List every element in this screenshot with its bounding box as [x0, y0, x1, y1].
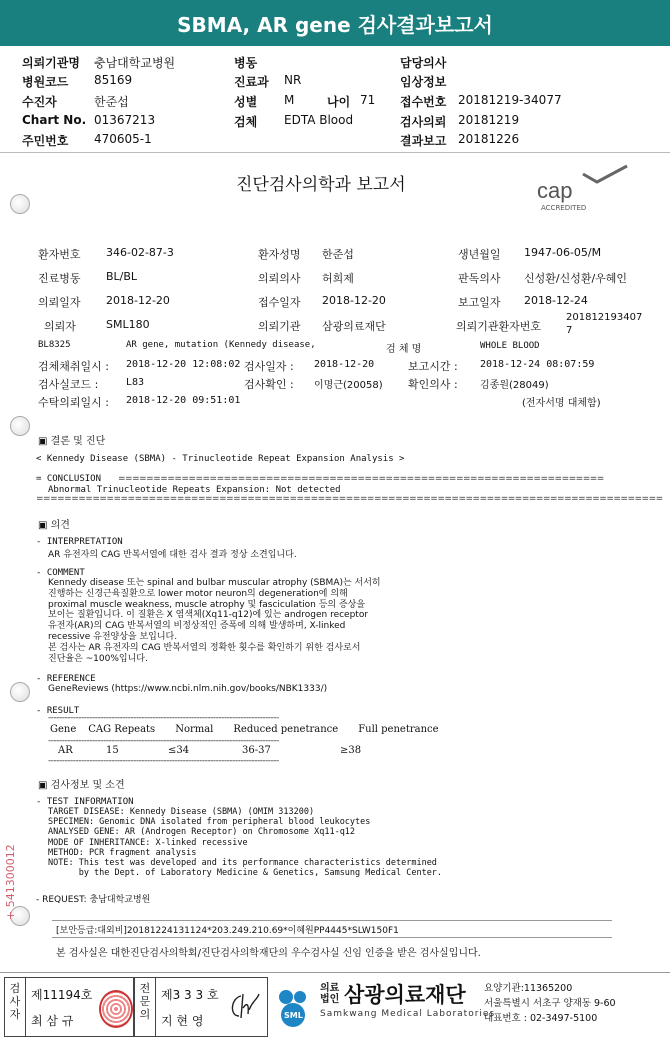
- result-table: [44, 724, 445, 735]
- result-cag: 15: [106, 745, 119, 756]
- contact-line: 대표번호 : 02-3497-5100: [484, 1013, 598, 1024]
- label: 의뢰의사: [258, 272, 301, 285]
- label: 접수번호: [400, 95, 447, 109]
- label: 접수일자: [258, 296, 301, 309]
- label: 의뢰기관: [258, 320, 301, 333]
- value: 2018-12-20: [106, 294, 170, 307]
- comment-line: 유전자(AR)의 CAG 반복서열의 비정상적인 증폭에 의해 발생하며, X-linked: [48, 621, 346, 632]
- specimen-value: WHOLE BLOOD: [480, 341, 540, 351]
- interp-head: - INTERPRETATION: [36, 537, 123, 547]
- value: 2018-12-20 12:08:02: [126, 359, 241, 370]
- comment-line: Kennedy disease 또는 spinal and bulbar muscular atrophy (SBMA)는 서서히: [48, 578, 381, 588]
- value: 7: [566, 325, 573, 336]
- divider: =====================================================================: [118, 474, 604, 484]
- label: 의뢰자: [44, 320, 76, 333]
- result-full: ≥38: [340, 745, 362, 756]
- contact-line: 서울특별시 서초구 양재동 9-60: [484, 998, 616, 1009]
- comment-head: - COMMENT: [36, 568, 85, 578]
- label-char: 전: [139, 982, 151, 995]
- testinfo-line: by the Dept. of Laboratory Medicine & Genetics, Samsung Medical Center.: [48, 868, 443, 879]
- conclusion-text: Abnormal Trinucleotide Repeats Expansion: Not detected: [48, 485, 341, 495]
- label-char: 자: [9, 1008, 21, 1021]
- value: 201812193407: [566, 312, 643, 323]
- testinfo-line: MODE OF INHERITANCE: X-linked recessive: [48, 837, 248, 848]
- value: L83: [126, 377, 145, 388]
- divider: ------------------------------------------------------------------------------------: [48, 756, 279, 766]
- org-prefix-line: 의료: [320, 983, 340, 994]
- label-char: 검: [9, 982, 21, 995]
- label: 병원코드: [22, 75, 69, 89]
- value: 85169: [94, 73, 133, 87]
- analysis-title: < Kennedy Disease (SBMA) - Trinucleotide Repeat Expansion Analysis >: [36, 454, 405, 464]
- section-conclusion-heading: ▣ 결론 및 진단: [38, 436, 106, 447]
- label: 검사확인 :: [244, 378, 294, 391]
- column-header: CAG Repeats: [88, 724, 156, 735]
- test-code: BL8325: [38, 340, 71, 350]
- label: 검사실코드 :: [38, 378, 99, 391]
- inspector-label: [7, 982, 23, 1021]
- value: 삼광의료재단: [322, 320, 386, 333]
- punch-hole-icon: [10, 416, 30, 436]
- divider: ------------------------------------------------------------------------------------: [48, 713, 279, 723]
- value: SML180: [106, 318, 150, 331]
- value: 한준섭: [322, 248, 354, 261]
- label: 나이: [327, 95, 351, 109]
- value: NR: [284, 73, 302, 87]
- comment-line: proximal muscle weakness, muscle atrophy 및 fasciculation 등의 증상을: [48, 599, 366, 610]
- org-name: 삼광의료재단: [344, 983, 466, 1007]
- punch-hole-icon: [10, 682, 30, 702]
- label-char: 사: [9, 995, 21, 1008]
- label: 진료병동: [38, 272, 81, 285]
- testinfo-line: SPECIMEN: Genomic DNA isolated from peripheral blood leukocytes: [48, 817, 371, 828]
- divider: [52, 937, 612, 938]
- label: 의뢰기관명: [22, 56, 80, 70]
- sml-text: SML: [284, 1011, 303, 1020]
- value: 2018-12-20: [322, 294, 386, 307]
- label: 결과보고: [400, 134, 447, 148]
- value: 20181219: [458, 113, 520, 127]
- label: 확인의사 :: [408, 378, 458, 391]
- security-line: [보안등급:대외비]20181224131124*203.249.210.69*이혜원PP4445*SLW150F1: [56, 926, 399, 936]
- seal-icon: [99, 990, 133, 1028]
- comment-line: 본 검사는 AR 유전자의 CAG 반복서열의 정확한 횟수를 확인하기 위한 검사로서: [48, 642, 361, 653]
- value: 신성환/신성환/우혜인: [524, 272, 628, 285]
- inspector-name: 최 삼 규: [31, 1014, 74, 1028]
- interp-text: AR 유전자의 CAG 반복서열에 대한 검사 결과 정상 소견입니다.: [48, 550, 297, 560]
- column-header: Full penetrance: [358, 724, 439, 735]
- org-prefix: [320, 983, 339, 1005]
- divider: ------------------------------------------------------------------------------------: [48, 736, 279, 746]
- value: 20181219-34077: [458, 93, 562, 107]
- testinfo-body: [48, 807, 442, 878]
- org-subtitle: Samkwang Medical Laboratories: [320, 1009, 496, 1019]
- label-char: 문: [139, 995, 151, 1008]
- side-number: + 541300012: [4, 844, 17, 920]
- testinfo-line: NOTE: This test was developed and its performance characteristics determined: [48, 858, 437, 869]
- result-normal: ≤34: [168, 745, 190, 756]
- label: 의뢰기관환자번호: [456, 320, 542, 333]
- testinfo-head: - TEST INFORMATION: [36, 797, 134, 807]
- label: 검체: [234, 115, 258, 129]
- result-gene: AR: [58, 745, 73, 756]
- comment-line: 진단율은 ~100%입니다.: [48, 653, 148, 664]
- specialist-box: [134, 977, 268, 1037]
- reference-head: - REFERENCE: [36, 674, 96, 684]
- report-title: 진단검사의학과 보고서: [236, 175, 406, 195]
- report-banner: [0, 0, 670, 46]
- scanned-report: [0, 160, 670, 970]
- value: 2018-12-24: [524, 294, 588, 307]
- value: 01367213: [94, 113, 156, 127]
- inspector-box: [4, 977, 134, 1037]
- contact-line: 요양기관:11365200: [484, 983, 573, 994]
- label: 판독의사: [458, 272, 501, 285]
- value: 346-02-87-3: [106, 246, 174, 259]
- label: 주민번호: [22, 134, 69, 148]
- section-opinion-heading: ▣ 의견: [38, 520, 70, 531]
- footer: [0, 972, 670, 1041]
- divider: [52, 920, 612, 921]
- signature-icon: [227, 990, 261, 1022]
- label: 검체채취일시 :: [38, 360, 109, 373]
- comment-line: 진행하는 신경근육질환으로 lower motor neuron의 degeneration에 의해: [48, 588, 348, 599]
- divider: =========================================================================================: [36, 494, 663, 504]
- label: 성별: [234, 95, 258, 109]
- label: 담당의사: [400, 56, 447, 70]
- divider: [0, 152, 670, 153]
- value: 71: [360, 93, 376, 107]
- column-header: Reduced penetrance: [233, 724, 339, 735]
- column-header: Normal: [175, 724, 214, 735]
- label: 생년월일: [458, 248, 501, 261]
- table-header-row: [44, 724, 445, 735]
- label: 보고시간 :: [408, 360, 458, 373]
- cap-logo: [535, 164, 635, 214]
- label: 검사의뢰: [400, 115, 447, 129]
- label: 의뢰일자: [38, 296, 81, 309]
- column-header: Gene: [50, 724, 77, 735]
- org-prefix-line: 법인: [320, 994, 340, 1005]
- value: 2018-12-24 08:07:59: [480, 359, 595, 370]
- sml-logo: [272, 983, 314, 1029]
- reference-text: GeneReviews (https://www.ncbi.nlm.nih.gov/books/NBK1333/): [48, 684, 328, 694]
- sml-emblem-icon: [272, 983, 314, 1029]
- comment-line: recessive 유전양상을 보입니다.: [48, 631, 178, 642]
- label: Chart No.: [22, 113, 87, 127]
- value: 김종원(28049): [480, 380, 549, 391]
- label: 진료과: [234, 75, 269, 89]
- label: 검사일자 :: [244, 360, 294, 373]
- inspector-license: 제11194호: [31, 988, 93, 1002]
- section-testinfo-heading: ▣ 검사정보 및 소견: [38, 780, 125, 791]
- testinfo-line: METHOD: PCR fragment analysis: [48, 847, 197, 858]
- value: 충남대학교병원: [94, 56, 176, 70]
- label: 수탁의뢰일시 :: [38, 396, 109, 409]
- value: 1947-06-05/M: [524, 246, 602, 259]
- specialist-name: 지 현 영: [161, 1014, 204, 1028]
- testinfo-line: TARGET DISEASE: Kennedy Disease (SBMA) (OMIM 313200): [48, 807, 315, 817]
- comment-line: 보이는 질환입니다. 이 질환은 X 염색체(Xq11-q12)에 있는 androgen receptor: [48, 610, 369, 621]
- banner-title: SBMA, AR gene 검사결과보고서: [177, 12, 493, 37]
- conclusion-head: = CONCLUSION: [36, 474, 102, 484]
- label: 환자성명: [258, 248, 301, 261]
- value: 허희제: [322, 272, 354, 285]
- certification-note: 본 검사실은 대한진단검사의학회/진단검사의학재단의 우수검사실 신임 인증을 받은 검사실입니다.: [56, 948, 481, 959]
- value: 2018-12-20: [314, 359, 375, 370]
- value: 2018-12-20 09:51:01: [126, 395, 241, 406]
- label: 병동: [234, 56, 258, 70]
- e-signature-note: (전자서명 대체함): [522, 398, 601, 409]
- cap-text: cap: [537, 178, 573, 203]
- punch-hole-icon: [10, 194, 30, 214]
- value: BL/BL: [106, 270, 138, 283]
- value: 470605-1: [94, 132, 152, 146]
- label: 보고일자: [458, 296, 501, 309]
- value: 20181226: [458, 132, 520, 146]
- request-line: - REQUEST: 충남대학교병원: [36, 895, 151, 905]
- value: M: [284, 93, 295, 107]
- label: 임상정보: [400, 75, 447, 89]
- result-head: - RESULT: [36, 706, 80, 716]
- value: 이명근(20058): [314, 380, 383, 391]
- specialist-label: [137, 982, 153, 1021]
- label: 수진자: [22, 95, 57, 109]
- test-name: AR gene, mutation (Kennedy disease,: [126, 340, 316, 350]
- specimen-label: 검 체 명: [386, 344, 422, 355]
- value: 한준섭: [94, 95, 129, 109]
- label: 환자번호: [38, 248, 81, 261]
- org-contact: [484, 981, 616, 1026]
- specialist-license: 제3 3 3 호: [161, 988, 219, 1002]
- comment-body: [48, 578, 381, 664]
- cap-sub: ACCREDITED: [541, 204, 587, 212]
- testinfo-line: ANALYSED GENE: AR (Androgen Receptor) on Chromosome Xq11-q12: [48, 827, 356, 838]
- result-reduced: 36-37: [242, 745, 271, 756]
- label-char: 의: [139, 1008, 151, 1021]
- value: EDTA Blood: [284, 113, 354, 127]
